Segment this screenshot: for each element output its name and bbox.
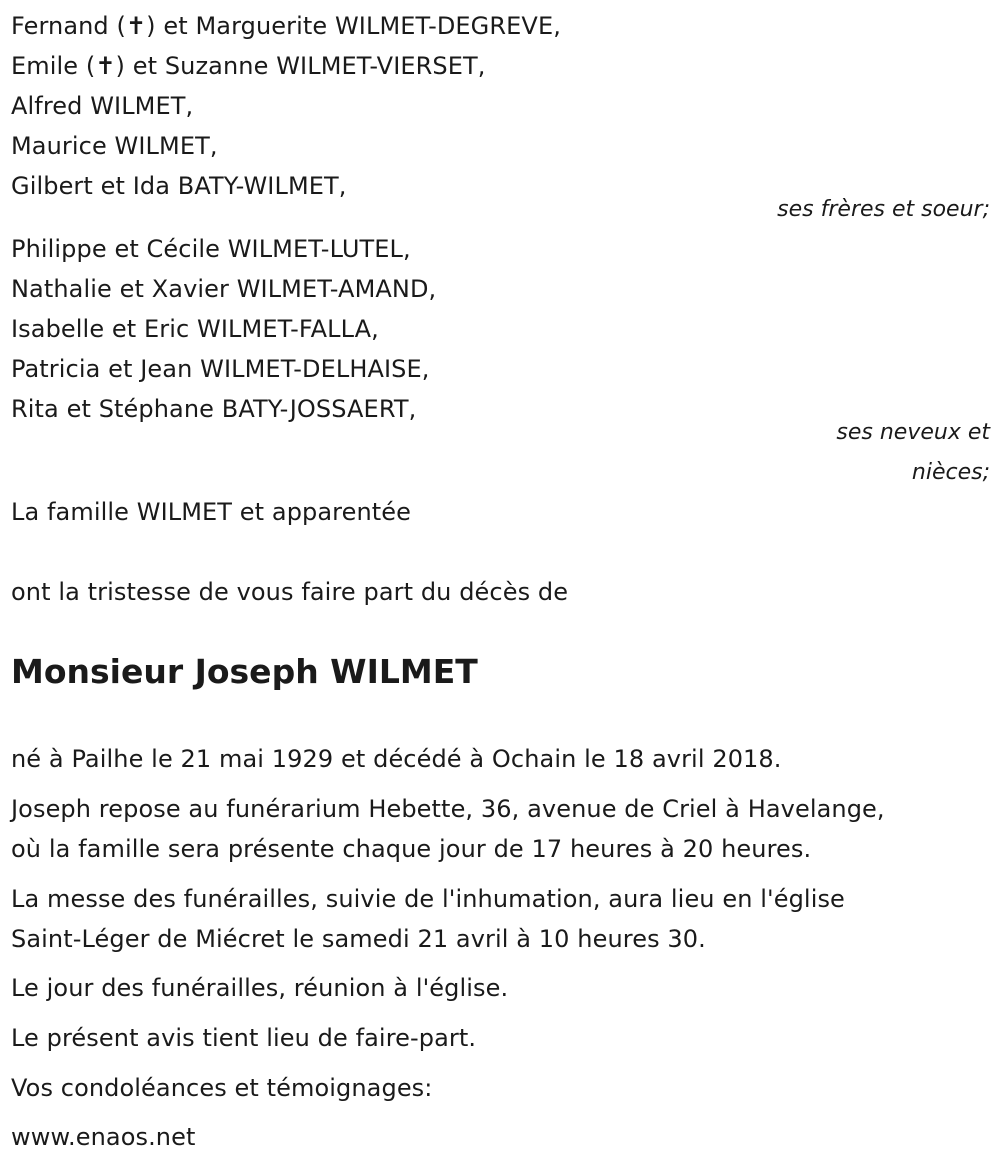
sibling-line: Alfred WILMET, <box>11 92 194 120</box>
family-line: La famille WILMET et apparentée <box>11 498 412 526</box>
sibling-line: Gilbert et Ida BATY-WILMET, <box>11 172 347 200</box>
detail-line: Joseph repose au funérarium Hebette, 36, avenue de Criel à Havelange, <box>11 795 885 823</box>
detail-line: Saint-Léger de Miécret le samedi 21 avril à 10 heures 30. <box>11 925 706 953</box>
nephew-line: Rita et Stéphane BATY-JOSSAERT, <box>11 395 417 423</box>
siblings-note: ses frères et soeur; <box>777 197 990 222</box>
nephew-line: Isabelle et Eric WILMET-FALLA, <box>11 315 379 343</box>
nephew-line: Patricia et Jean WILMET-DELHAISE, <box>11 355 430 383</box>
detail-line: La messe des funérailles, suivie de l'inhumation, aura lieu en l'église <box>11 885 845 913</box>
detail-line: où la famille sera présente chaque jour de 17 heures à 20 heures. <box>11 835 812 863</box>
nephew-line: Philippe et Cécile WILMET-LUTEL, <box>11 235 411 263</box>
detail-line: né à Pailhe le 21 mai 1929 et décédé à Ochain le 18 avril 2018. <box>11 745 782 773</box>
nephew-line: Nathalie et Xavier WILMET-AMAND, <box>11 275 437 303</box>
detail-line: Vos condoléances et témoignages: <box>11 1074 433 1102</box>
website-link[interactable]: www.enaos.net <box>11 1123 196 1151</box>
detail-line: Le jour des funérailles, réunion à l'église. <box>11 974 509 1002</box>
announcement-line: ont la tristesse de vous faire part du décès de <box>11 578 569 606</box>
deceased-name: Monsieur Joseph WILMET <box>11 652 478 691</box>
nephews-note-line-2: nièces; <box>911 460 990 485</box>
sibling-line: Maurice WILMET, <box>11 132 218 160</box>
sibling-line: Fernand (✝) et Marguerite WILMET-DEGREVE, <box>11 12 561 40</box>
nephews-note-line-1: ses neveux et <box>836 420 990 445</box>
sibling-line: Emile (✝) et Suzanne WILMET-VIERSET, <box>11 52 486 80</box>
detail-line: Le présent avis tient lieu de faire-part. <box>11 1024 477 1052</box>
